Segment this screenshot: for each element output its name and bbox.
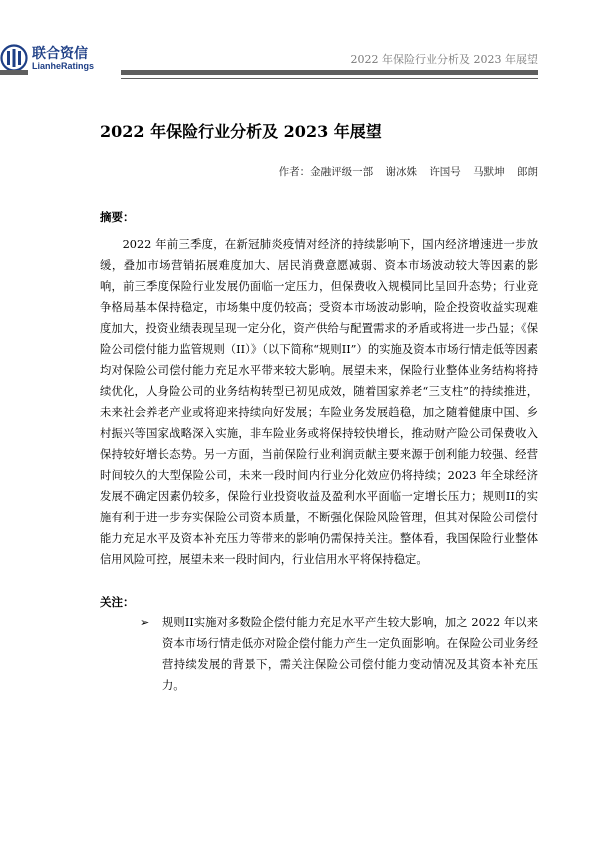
author-name: 马默坤 [473,166,505,178]
author-name: 郎朗 [517,166,538,178]
document-title: 2022 年保险行业分析及 2023 年展望 [100,122,382,141]
abstract-body: 2022 年前三季度，在新冠肺炎疫情对经济的持续影响下，国内经济增速进一步放缓，叠加市场营销拓展难度加大、居民消费意愿减弱、资本市场波动较大等因素的影响，前三季度保险行业发展仍面临一定压力，但保费收入规模同比呈回升态势；行业竞争格局基本保持稳定，市场集中度仍较高；受资本市场波动影响，险企投资收益实现难度加大，投资业绩表现呈现一定分化，资产供给与配置需求的矛盾或将进一步凸显；《保险公司偿付能力监管规则（II）》（以下简称“规则II”）的实施及资本市场行情走低等因素均对保险公司偿付能力充足水平带来较大影响。展望未来，保险行业整体业务结构将持续优化，人身险公司的业务结构转型已初见成效，随着国家养老“三支柱”的持续推进，未来社会养老产业或将迎来持续向好发展；车险业务发展趋稳，加之随着健康中国、乡村振兴等国家战略深入实施，非车险业务或将保持较快增长，推动财产险公司保费收入保持较好增长态势。另一方面，当前保险行业利润贡献主要来源于创利能力较强、经营时间较久的大型保险公司，未来一段时间内行业分化效应仍将持续；2023 年全球经济发展不确定因素仍较多，保险行业投资收益及盈利水平面临一定增长压力；规则II的实施有利于进一步夯实保险公司资本质量，不断强化保险风险管理，但其对保险公司偿付能力充足水平及资本补充压力等带来的影响仍需保持关注。整体看，我国保险行业整体信用风险可控，展望未来一段时间内，行业信用水平将保持稳定。 [100,238,538,566]
logo-english-name: LianheRatings [32,61,95,71]
running-header-title: 2022 年保险行业分析及 2023 年展望 [350,53,538,66]
author-line [279,164,538,179]
author-name: 谢冰姝 [385,166,417,178]
arrow-bullet-icon: ➢ [140,616,150,629]
focus-item-text: 规则II实施对多数险企偿付能力充足水平产生较大影响，加之 2022 年以来资本市场行情走低亦对险企偿付能力产生一定负面影响。在保险公司业务经营持续发展的背景下，需关注保险公司偿付能力变动情况及其资本补充压力。 [162,616,538,692]
header-rule-left [0,70,28,75]
page-header [0,0,595,80]
author-name: 许国号 [429,166,461,178]
header-rule-thin [121,78,538,79]
abstract-label: 摘要： [100,210,135,224]
lianhe-logo-icon [0,44,28,72]
header-rule-thick [121,70,538,75]
logo-chinese-name: 联合资信 [32,46,88,62]
list-item [140,612,538,696]
author-prefix: 作者：金融评级一部 [278,166,374,178]
focus-list [140,612,538,696]
focus-label: 关注： [100,595,135,609]
